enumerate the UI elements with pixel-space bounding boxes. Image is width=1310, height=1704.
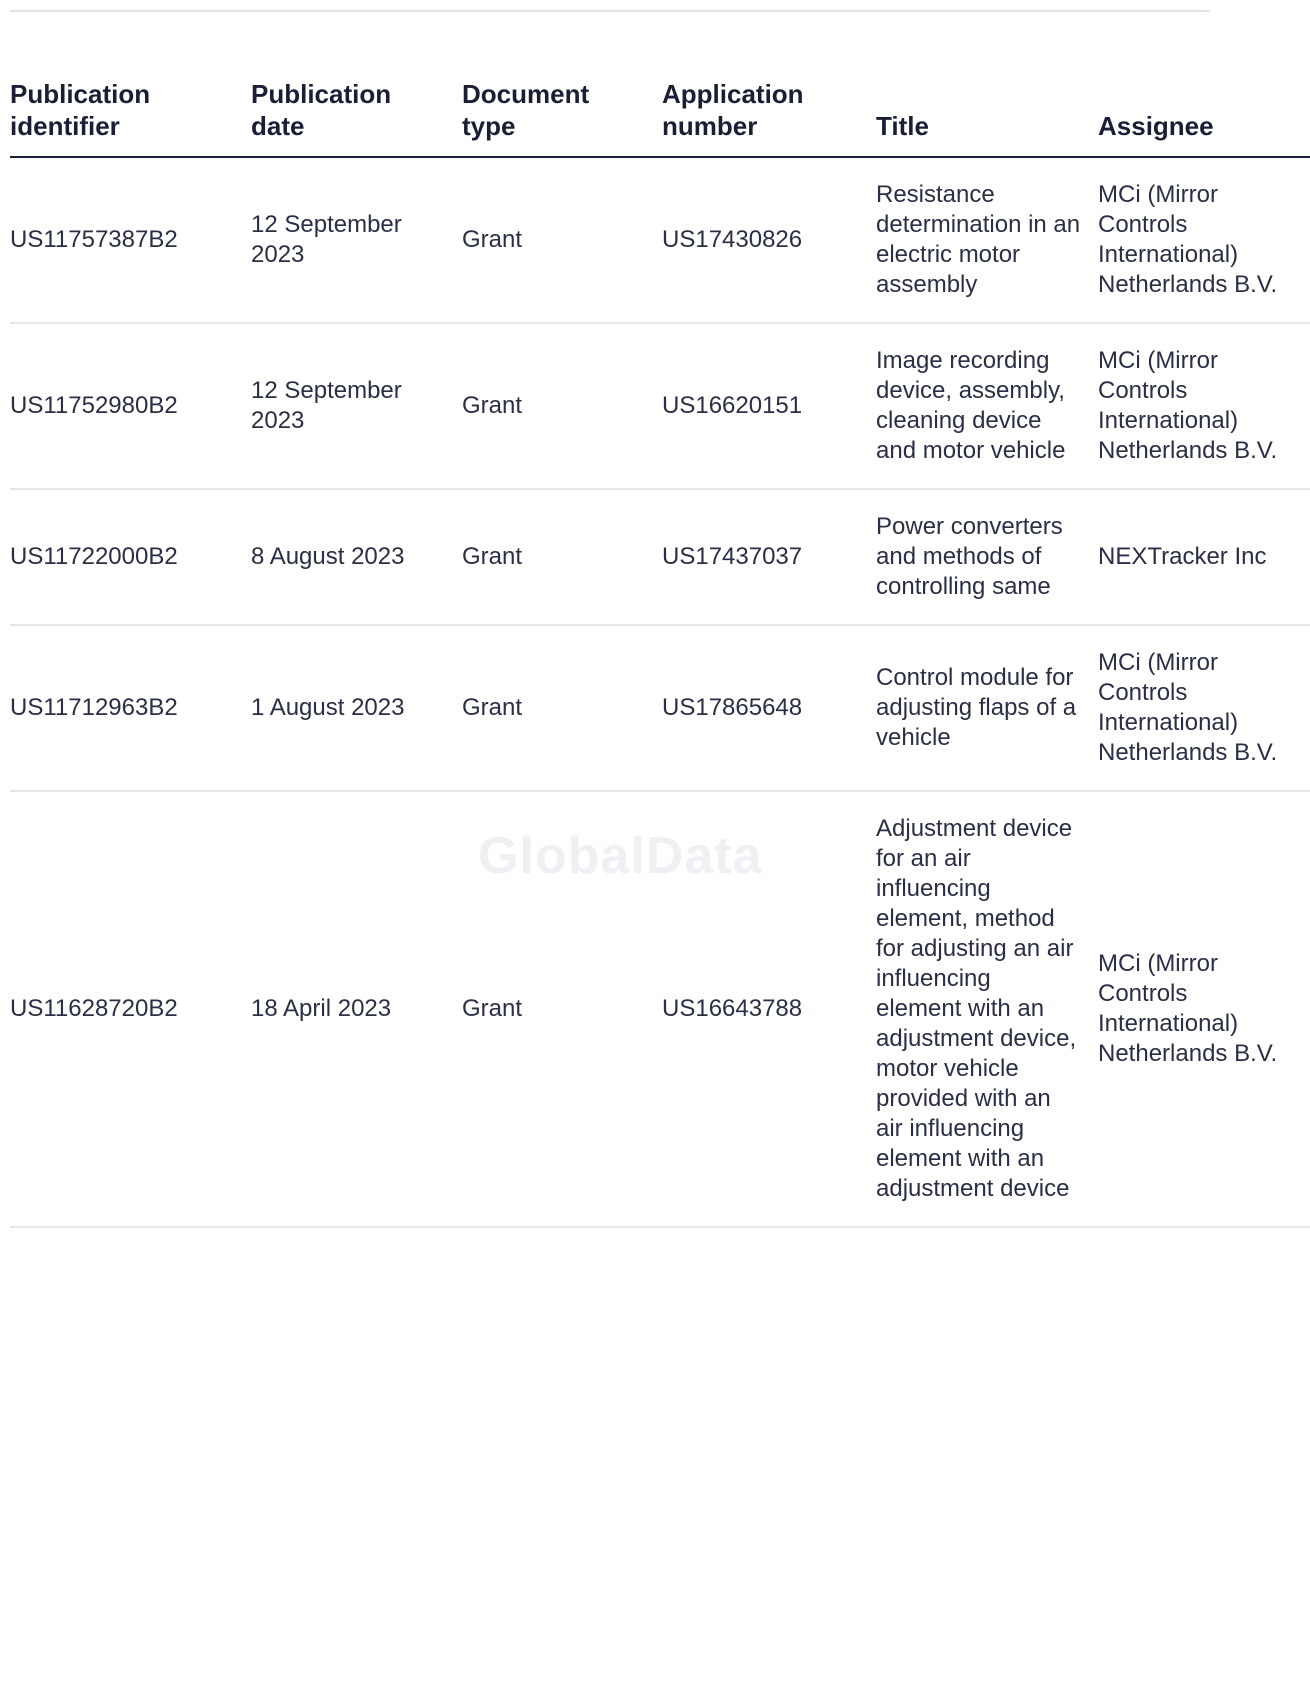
patents-table (10, 72, 1310, 1228)
assignee-cell: MCi (Mirror Controls International) Netherlands B.V. (1098, 625, 1310, 791)
column-header-publication-identifier: Publication identifier (10, 72, 251, 157)
column-header-application-number: Application number (662, 72, 876, 157)
assignee-cell: NEXTracker Inc (1098, 489, 1310, 625)
column-header-document-type: Document type (462, 72, 662, 157)
column-header-title: Title (876, 72, 1098, 157)
title-cell: Resistance determination in an electric motor assembly (876, 157, 1098, 323)
column-header-assignee: Assignee (1098, 72, 1310, 157)
table-row (10, 791, 1310, 1227)
publication-date-cell: 1 August 2023 (251, 625, 462, 791)
publication-identifier-cell: US11628720B2 (10, 791, 251, 1227)
assignee-cell: MCi (Mirror Controls International) Netherlands B.V. (1098, 323, 1310, 489)
publication-date-cell: 12 September 2023 (251, 157, 462, 323)
application-number-cell: US17865648 (662, 625, 876, 791)
column-header-publication-date: Publication date (251, 72, 462, 157)
table-row (10, 323, 1310, 489)
publication-date-cell: 12 September 2023 (251, 323, 462, 489)
table-row (10, 625, 1310, 791)
publication-date-cell: 8 August 2023 (251, 489, 462, 625)
publication-identifier-cell: US11757387B2 (10, 157, 251, 323)
title-cell: Control module for adjusting flaps of a vehicle (876, 625, 1098, 791)
publication-date-cell: 18 April 2023 (251, 791, 462, 1227)
document-type-cell: Grant (462, 791, 662, 1227)
globaldata-watermark: GlobalData (478, 827, 763, 885)
table-header-row (10, 72, 1310, 157)
document-type-cell: Grant (462, 323, 662, 489)
application-number-cell: US17430826 (662, 157, 876, 323)
assignee-cell: MCi (Mirror Controls International) Netherlands B.V. (1098, 157, 1310, 323)
table-row (10, 489, 1310, 625)
document-type-cell: Grant (462, 625, 662, 791)
assignee-cell: MCi (Mirror Controls International) Netherlands B.V. (1098, 791, 1310, 1227)
document-type-cell: Grant (462, 489, 662, 625)
title-cell: Image recording device, assembly, cleaning device and motor vehicle (876, 323, 1098, 489)
document-type-cell: Grant (462, 157, 662, 323)
title-cell: Power converters and methods of controlling same (876, 489, 1098, 625)
publication-identifier-cell: US11712963B2 (10, 625, 251, 791)
patents-table-container (10, 0, 1278, 1704)
publication-identifier-cell: US11752980B2 (10, 323, 251, 489)
application-number-cell: US17437037 (662, 489, 876, 625)
title-cell: Adjustment device for an air influencing element, method for adjusting an air influencing element with an adjustment device, motor vehicle provided with an air influencing element with an adjustment device (876, 791, 1098, 1227)
application-number-cell: US16643788 (662, 791, 876, 1227)
table-row (10, 157, 1310, 323)
application-number-cell: US16620151 (662, 323, 876, 489)
publication-identifier-cell: US11722000B2 (10, 489, 251, 625)
